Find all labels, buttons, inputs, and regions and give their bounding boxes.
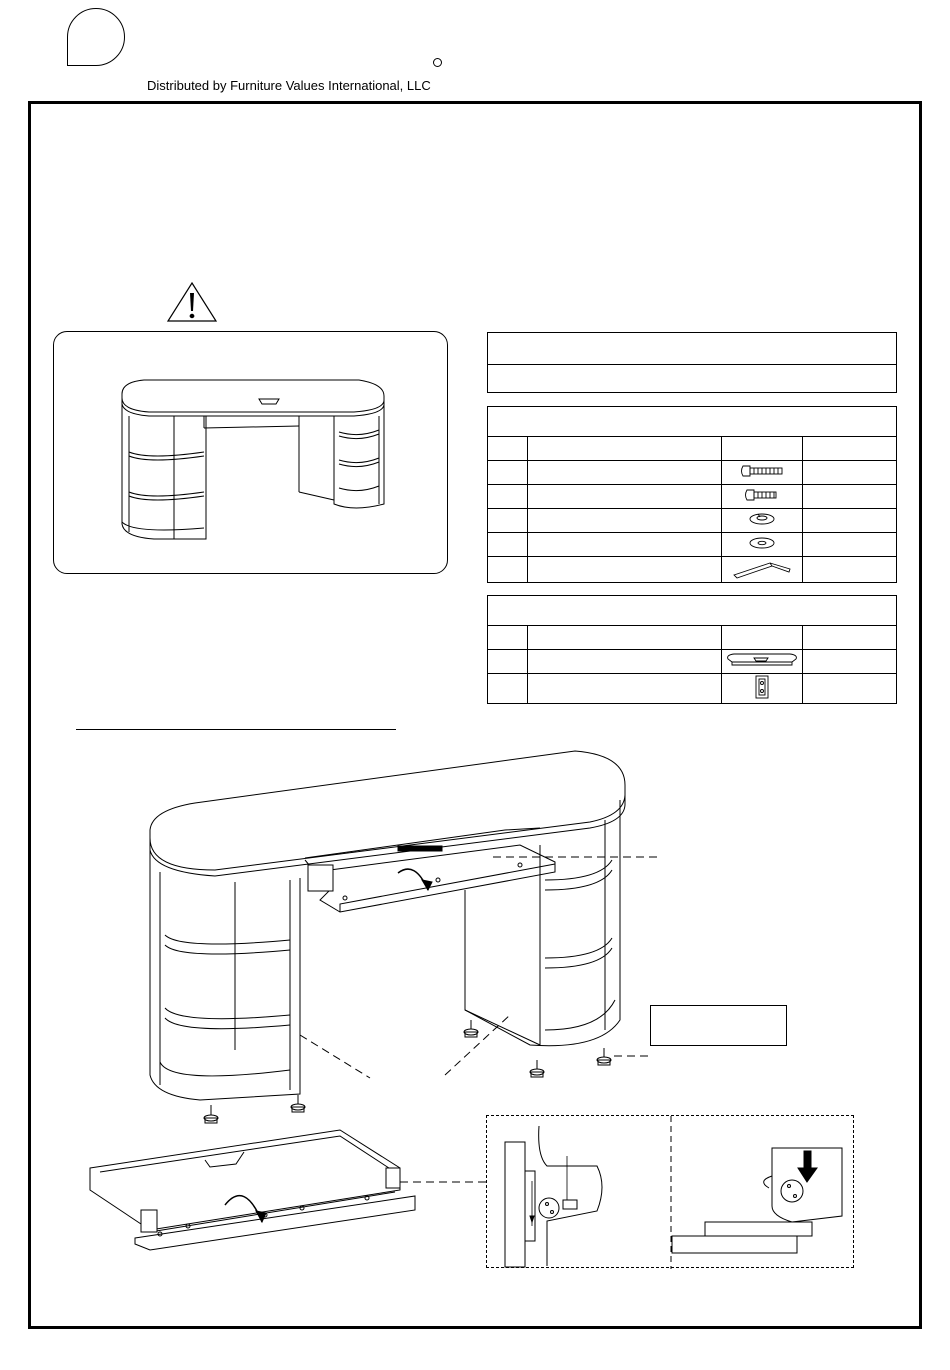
detail-box bbox=[486, 1115, 854, 1268]
note-box bbox=[650, 1005, 787, 1046]
leveler-feet bbox=[204, 1020, 611, 1123]
distributor-text: Distributed by Furniture Values International, LLC bbox=[147, 78, 431, 93]
detail-drawing bbox=[487, 1116, 855, 1269]
